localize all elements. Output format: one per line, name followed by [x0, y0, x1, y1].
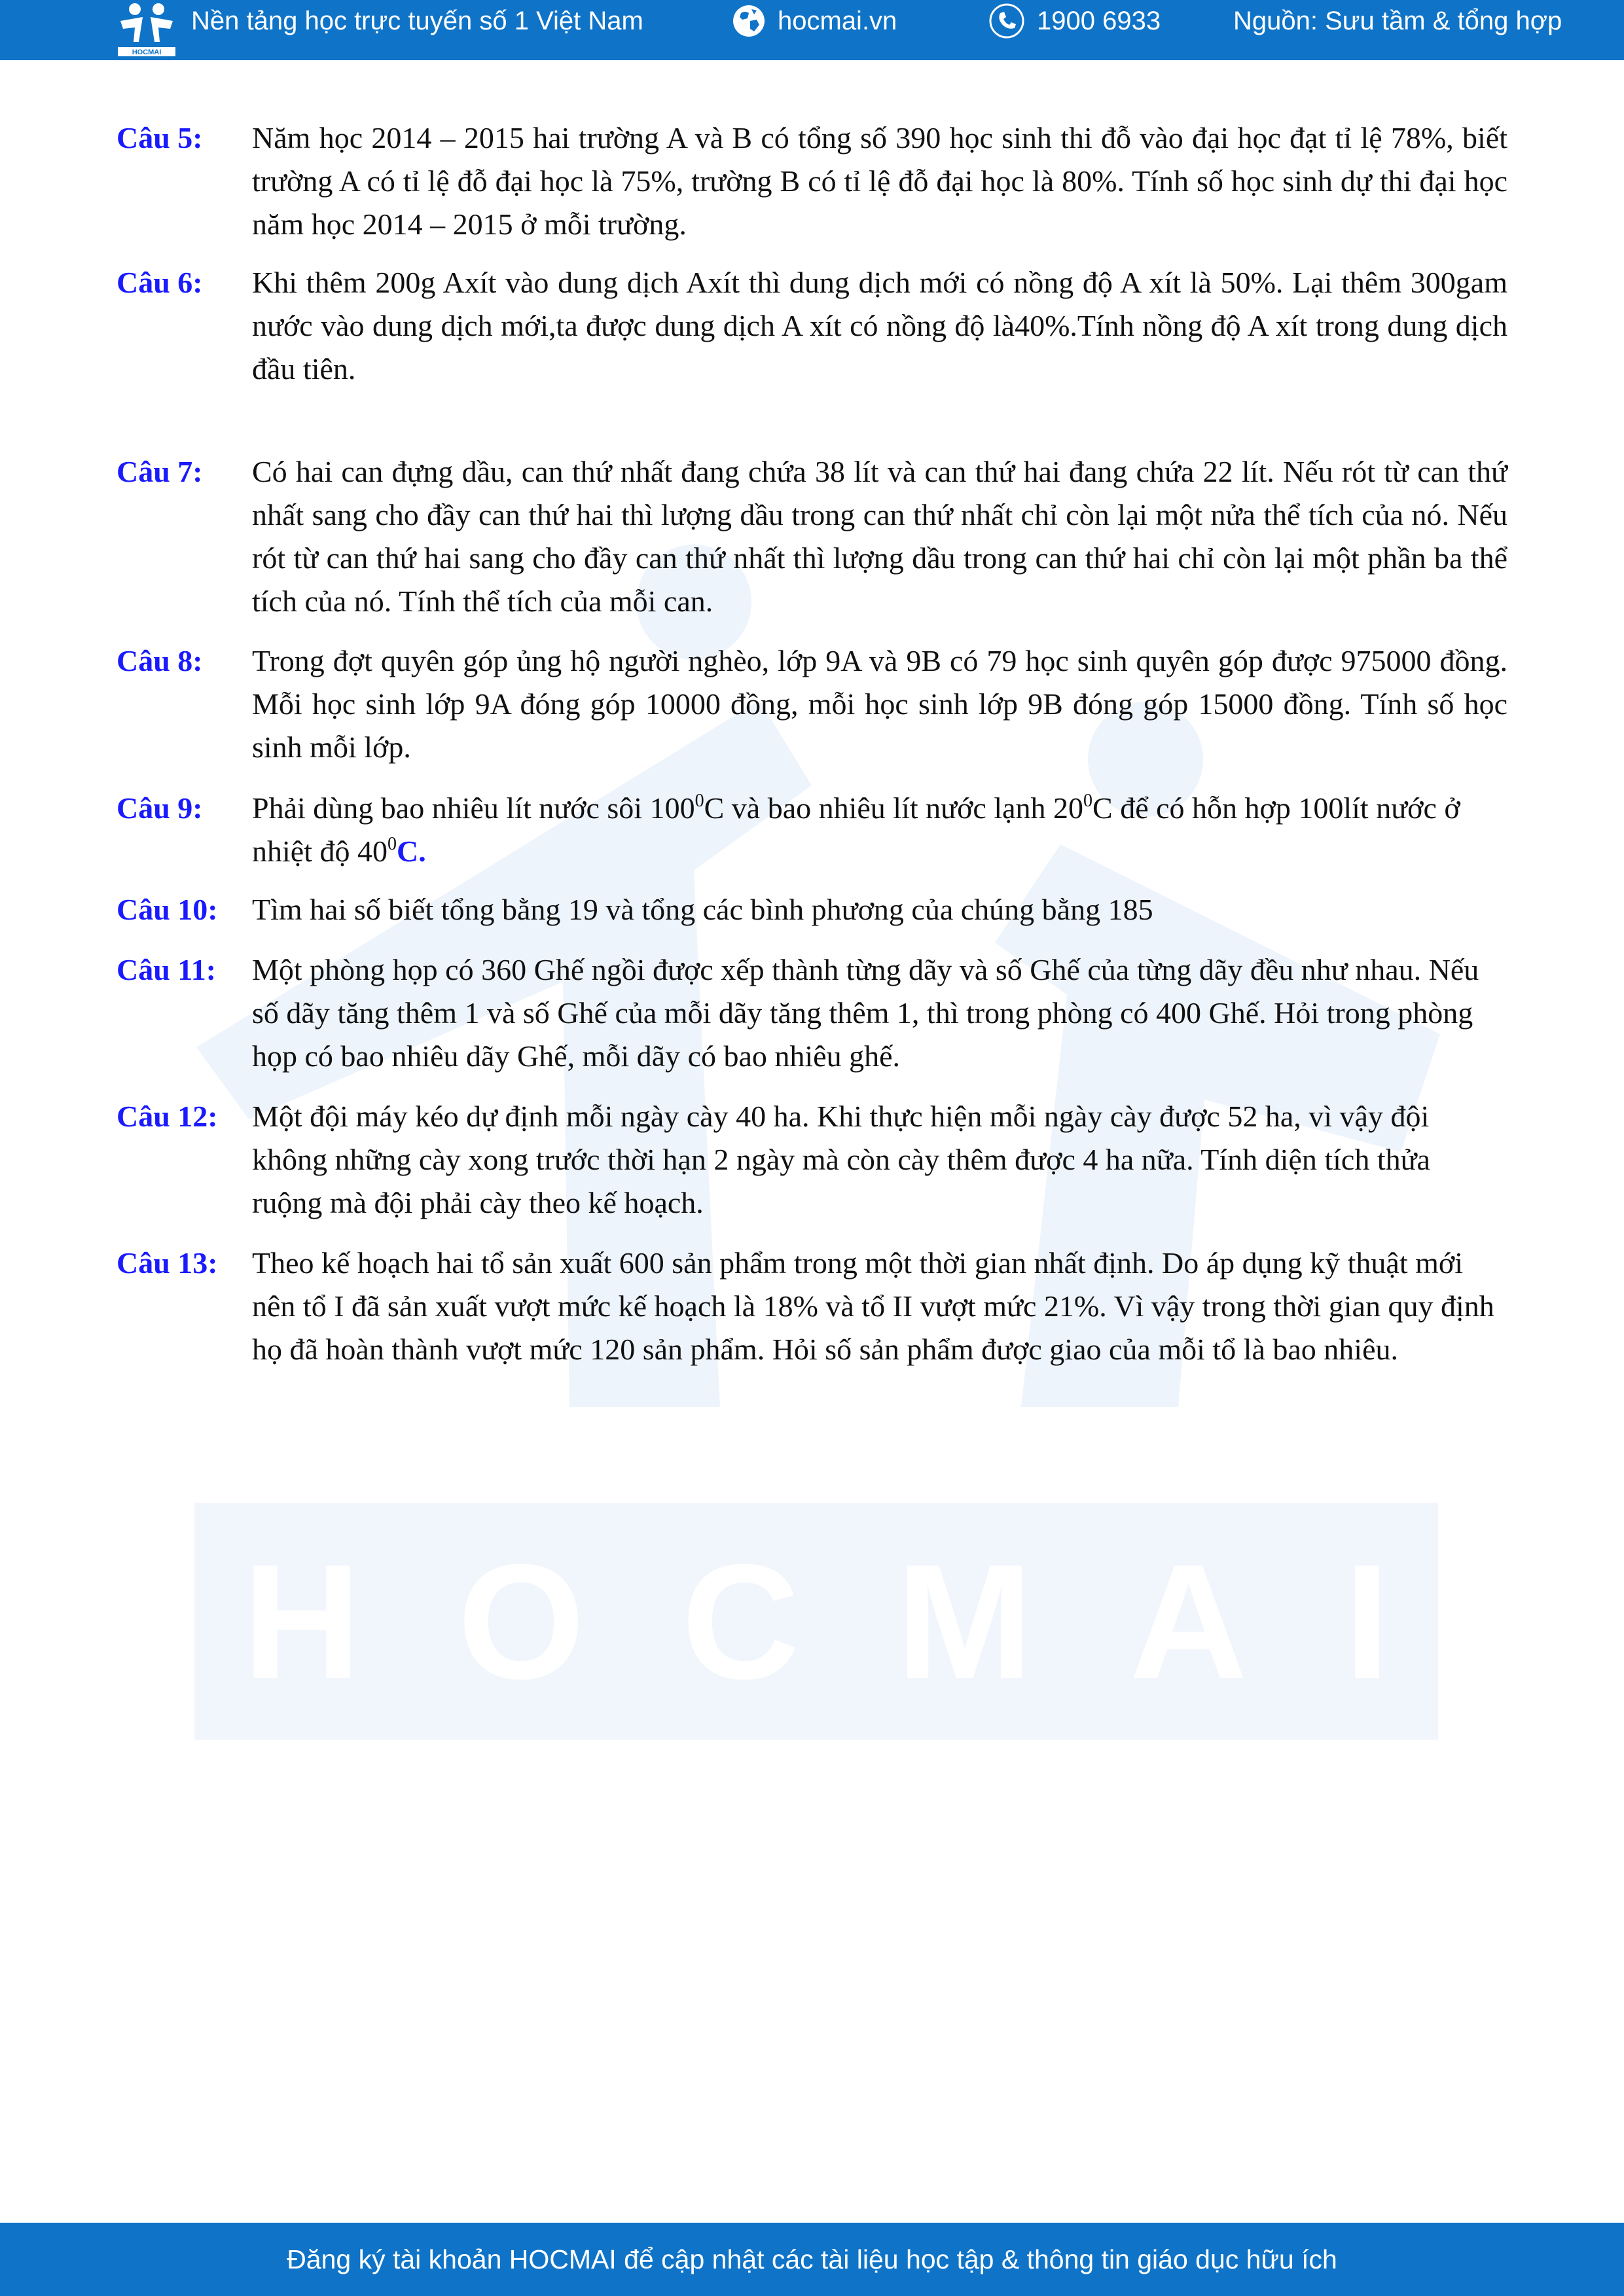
question-8 — [117, 639, 1507, 769]
question-label: Câu 11: — [117, 953, 217, 986]
question-text: Trong đợt quyên góp ủng hộ người nghèo, lớp 9A và 9B có 79 học sinh quyên góp được 975000 đồng. Mỗi học sinh lớp 9A đóng góp 10000 đồng, mỗi học sinh lớp 9B đóng góp 15000 đồng. Tính số học sinh mỗi lớp. — [252, 644, 1507, 764]
question-text: Theo kế hoạch hai tổ sản xuất 600 sản phẩm trong một thời gian nhất định. Do áp dụng kỹ thuật mới nên tổ I đã sản xuất vượt mức kế hoạch là 18% và tổ II vượt mức 21%. Vì vậy trong thời gian quy định họ đã hoàn thành vượt mức 120 sản phẩm. Hỏi số sản phẩm được giao của mỗi tổ là bao nhiêu. — [252, 1246, 1494, 1366]
question-label: Câu 7: — [117, 455, 203, 488]
header-phone[interactable]: 1900 6933 — [988, 0, 1161, 42]
question-text: Một phòng họp có 360 Ghế ngồi được xếp thành từng dãy và số Ghế của từng dãy đều như nhau. Nếu số dãy tăng thêm 1 và số Ghế của mỗi dãy tăng thêm 1, thì trong phòng có 400 Ghế. Hỏi trong phòng họp có bao nhiêu dãy Ghế, mỗi dãy có bao nhiêu ghế. — [252, 953, 1479, 1073]
question-label: Câu 10: — [117, 893, 218, 926]
question-9 — [117, 787, 1507, 873]
question-6 — [117, 261, 1507, 391]
question-text: Có hai can đựng dầu, can thứ nhất đang chứa 38 lít và can thứ hai đang chứa 22 lít. Nếu rót từ can thứ nhất sang cho đầy can thứ hai thì lượng dầu trong can thứ nhất chỉ còn lại một nửa thể tích của nó. Nếu rót từ can thứ hai sang cho đầy can thứ nhất thì lượng dầu trong can thứ hai chỉ còn lại một phần ba thể tích của nó. Tính thể tích của mỗi can. — [252, 455, 1507, 618]
question-11 — [117, 948, 1507, 1078]
question-7 — [117, 450, 1507, 623]
header-website-link[interactable]: hocmai.vn — [732, 0, 897, 42]
question-12 — [117, 1095, 1507, 1225]
watermark-text: H O C M A I — [242, 1530, 1390, 1713]
question-10 — [117, 888, 1507, 931]
question-label: Câu 8: — [117, 644, 203, 677]
question-text: Tìm hai số biết tổng bằng 19 và tổng các bình phương của chúng bằng 185 — [252, 893, 1153, 926]
question-label: Câu 6: — [117, 266, 203, 299]
question-text: Một đội máy kéo dự định mỗi ngày cày 40 ha. Khi thực hiện mỗi ngày cày được 52 ha, vì vậy đội không những cày xong trước thời hạn 2 ngày mà còn cày thêm được 4 ha nữa. Tính diện tích thửa ruộng mà đội phải cày theo kế hoạch. — [252, 1100, 1430, 1219]
question-label: Câu 9: — [117, 791, 203, 825]
page-footer — [0, 2223, 1624, 2296]
question-13 — [117, 1242, 1507, 1371]
question-label: Câu 5: — [117, 121, 203, 154]
question-text: Khi thêm 200g Axít vào dung dịch Axít thì dung dịch mới có nồng độ A xít là 50%. Lại thêm 300gam nước vào dung dịch mới,ta được dung dịch A xít có nồng độ là40%.Tính nồng độ A xít trong dung dịch đầu tiên. — [252, 266, 1507, 386]
question-label: Câu 12: — [117, 1100, 218, 1133]
question-label: Câu 13: — [117, 1246, 218, 1280]
header-source: Nguồn: Sưu tầm & tổng hợp — [1233, 7, 1562, 35]
question-5 — [117, 117, 1507, 246]
question-text: Phải dùng bao nhiêu lít nước sôi $100^0C$ và bao nhiêu lít nước lạnh $20^0C$ để có hỗn hợp 100lít nước ở nhiệt độ $40^0C$. — [252, 791, 1460, 868]
footer-text: Đăng ký tài khoản HOCMAI để cập nhật các tài liệu học tập & thông tin giáo dục hữu ích — [287, 2244, 1337, 2274]
header-tagline: Nền tảng học trực tuyến số 1 Việt Nam — [191, 7, 643, 35]
question-text: Năm học 2014 – 2015 hai trường A và B có tổng số 390 học sinh thi đỗ vào đại học đạt tỉ lệ 78%, biết trường A có tỉ lệ đỗ đại học là 75%, trường B có tỉ lệ đỗ đại học là 80%. Tính số học sinh dự thi đại học năm học 2014 – 2015 ở mỗi trường. — [252, 121, 1507, 241]
svg-text:HOCMAI: HOCMAI — [132, 48, 162, 56]
